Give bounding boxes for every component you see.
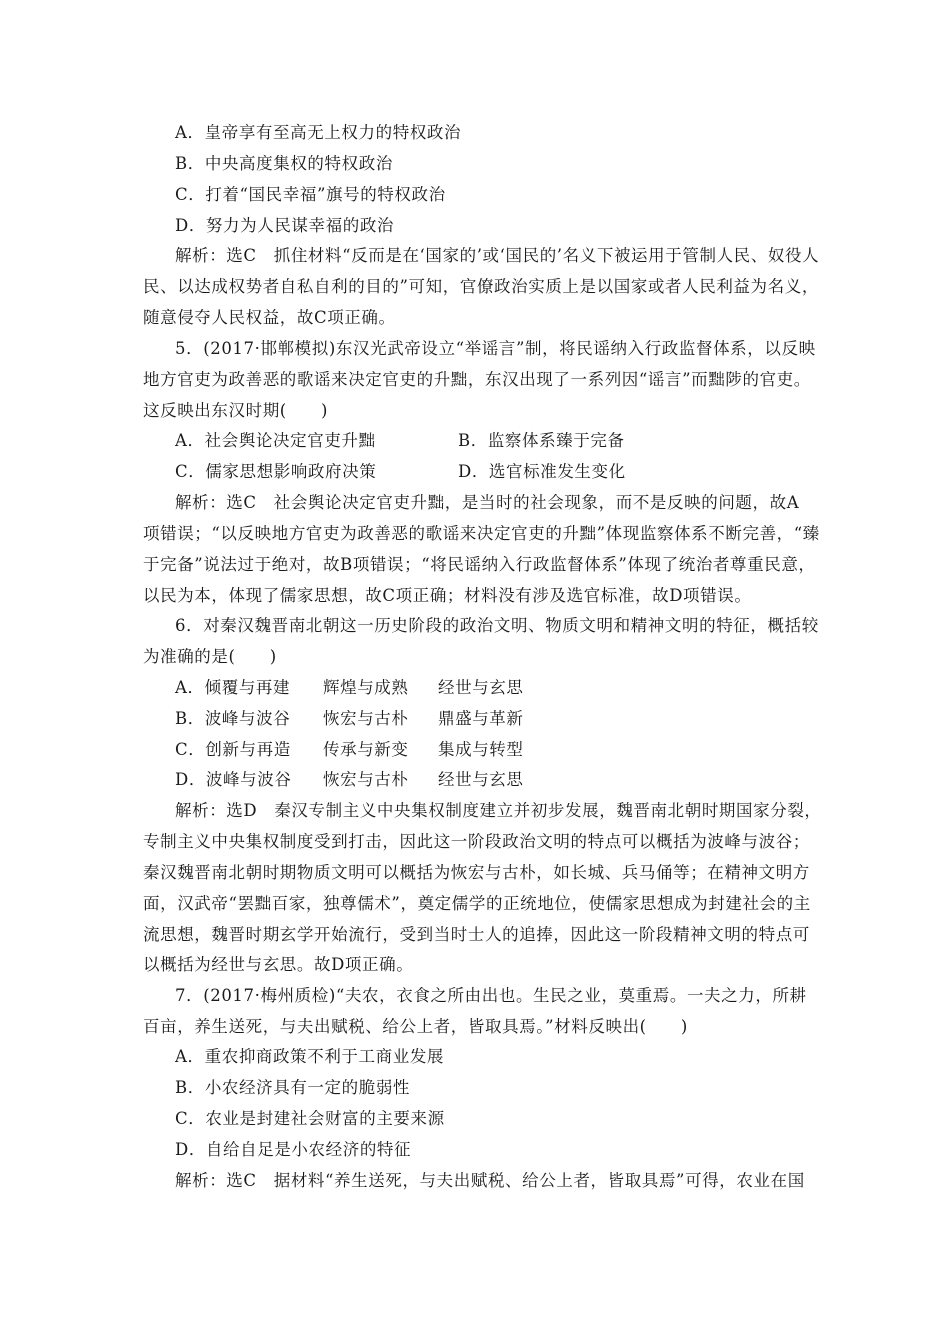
q6-option-row	[175, 707, 855, 731]
q6-analysis-line: 解析：选D 秦汉专制主义中央集权制度建立并初步发展，魏晋南北朝时期国家分裂，	[175, 801, 822, 820]
q5-stem-line: 这反映出东汉时期( )	[143, 401, 329, 420]
q6-analysis-line: 秦汉魏晋南北朝时期物质文明可以概括为恢宏与古朴，如长城、兵马俑等；在精神文明方	[143, 863, 810, 882]
q7-option-a: A．重农抑商政策不利于工商业发展	[175, 1047, 445, 1066]
q5-option-c: C．儒家思想影响政府决策	[175, 462, 377, 481]
q5-option-row	[175, 460, 855, 484]
q5-option-b: B．监察体系臻于完备	[458, 431, 625, 450]
q5-analysis-line: 项错误；“以反映地方官吏为政善恶的歌谣来决定官吏的升黜”体现监察体系不断完善，“臻	[143, 524, 820, 543]
q6-option-c-material: 传承与新变	[323, 740, 409, 759]
q7-analysis-line: 解析：选C 据材料“养生送死，与夫出赋税、给公上者，皆取具焉”可得，农业在国	[175, 1171, 805, 1190]
q5-analysis-line: 于完备”说法过于绝对，故B项错误；“将民谣纳入行政监督体系”体现了统治者尊重民意，	[143, 555, 816, 574]
q6-option-d-spiritual: 经世与玄思	[438, 770, 524, 789]
q6-analysis-line: 以概括为经世与玄思。故D项正确。	[143, 955, 414, 974]
q5-analysis-line: 解析：选C 社会舆论决定官吏升黜，是当时的社会现象，而不是反映的问题，故A	[175, 493, 800, 512]
q6-option-b-political: B．波峰与波谷	[175, 709, 291, 728]
q6-analysis-line: 流思想，魏晋时期玄学开始流行，受到当时士人的追捧，因此这一阶段精神文明的特点可	[143, 925, 810, 944]
q4-analysis-line: 民、以达成权势者自私自利的目的”可知，官僚政治实质上是以国家或者人民利益为名义，	[143, 277, 819, 296]
q6-analysis-line: 专制主义中央集权制度受到打击，因此这一阶段政治文明的特点可以概括为波峰与波谷；	[143, 832, 810, 851]
q7-stem-line: 百亩，养生送死，与夫出赋税、给公上者，皆取具焉。”材料反映出( )	[143, 1017, 688, 1036]
q4-analysis-line: 随意侵夺人民权益，故C项正确。	[143, 308, 396, 327]
q7-stem-line: 7．(2017·梅州质检)“夫农，衣食之所由出也。生民之业，莫重焉。一夫之力，所耕	[175, 986, 807, 1005]
q6-option-a-material: 辉煌与成熟	[323, 678, 409, 697]
q6-option-d-material: 恢宏与古朴	[323, 770, 409, 789]
q5-stem-line: 5．(2017·邯郸模拟)东汉光武帝设立“举谣言”制，将民谣纳入行政监督体系，以反映	[175, 339, 816, 358]
q5-stem-line: 地方官吏为政善恶的歌谣来决定官吏的升黜，东汉出现了一系列因“谣言”而黜陟的官吏。	[143, 370, 811, 389]
q4-analysis-line: 解析：选C 抓住材料“反而是在‘国家的’或‘国民的’名义下被运用于管制人民、奴役人	[175, 246, 820, 265]
q6-stem-line: 6．对秦汉魏晋南北朝这一历史阶段的政治文明、物质文明和精神文明的特征，概括较	[175, 616, 819, 635]
q5-option-a: A．社会舆论决定官吏升黜	[175, 431, 376, 450]
q6-stem-line: 为准确的是( )	[143, 647, 277, 666]
q4-option-b: B．中央高度集权的特权政治	[175, 154, 393, 173]
q6-option-c-political: C．创新与再造	[175, 740, 291, 759]
q6-option-row	[175, 676, 855, 700]
q7-option-c: C．农业是封建社会财富的主要来源	[175, 1109, 445, 1128]
q6-option-b-material: 恢宏与古朴	[323, 709, 409, 728]
q5-option-d: D．选官标准发生变化	[458, 462, 626, 481]
q6-option-c-spiritual: 集成与转型	[438, 740, 524, 759]
q6-option-a-political: A．倾覆与再建	[175, 678, 291, 697]
q6-option-d-political: D．波峰与波谷	[175, 770, 292, 789]
q4-option-a: A．皇帝享有至高无上权力的特权政治	[175, 123, 462, 142]
q7-option-b: B．小农经济具有一定的脆弱性	[175, 1078, 411, 1097]
q6-option-row	[175, 738, 855, 762]
q4-option-c: C．打着“国民幸福”旗号的特权政治	[175, 185, 446, 204]
q5-option-row	[175, 429, 855, 453]
q6-analysis-line: 面，汉武帝“罢黜百家，独尊儒术”，奠定儒学的正统地位，使儒家思想成为封建社会的主	[143, 894, 811, 913]
q5-analysis-line: 以民为本，体现了儒家思想，故C项正确；材料没有涉及选官标准，故D项错误。	[143, 586, 752, 605]
q6-option-a-spiritual: 经世与玄思	[438, 678, 524, 697]
q4-option-d: D．努力为人民谋幸福的政治	[175, 216, 395, 235]
q6-option-row	[175, 768, 855, 792]
q6-option-b-spiritual: 鼎盛与革新	[438, 709, 524, 728]
q7-option-d: D．自给自足是小农经济的特征	[175, 1140, 412, 1159]
